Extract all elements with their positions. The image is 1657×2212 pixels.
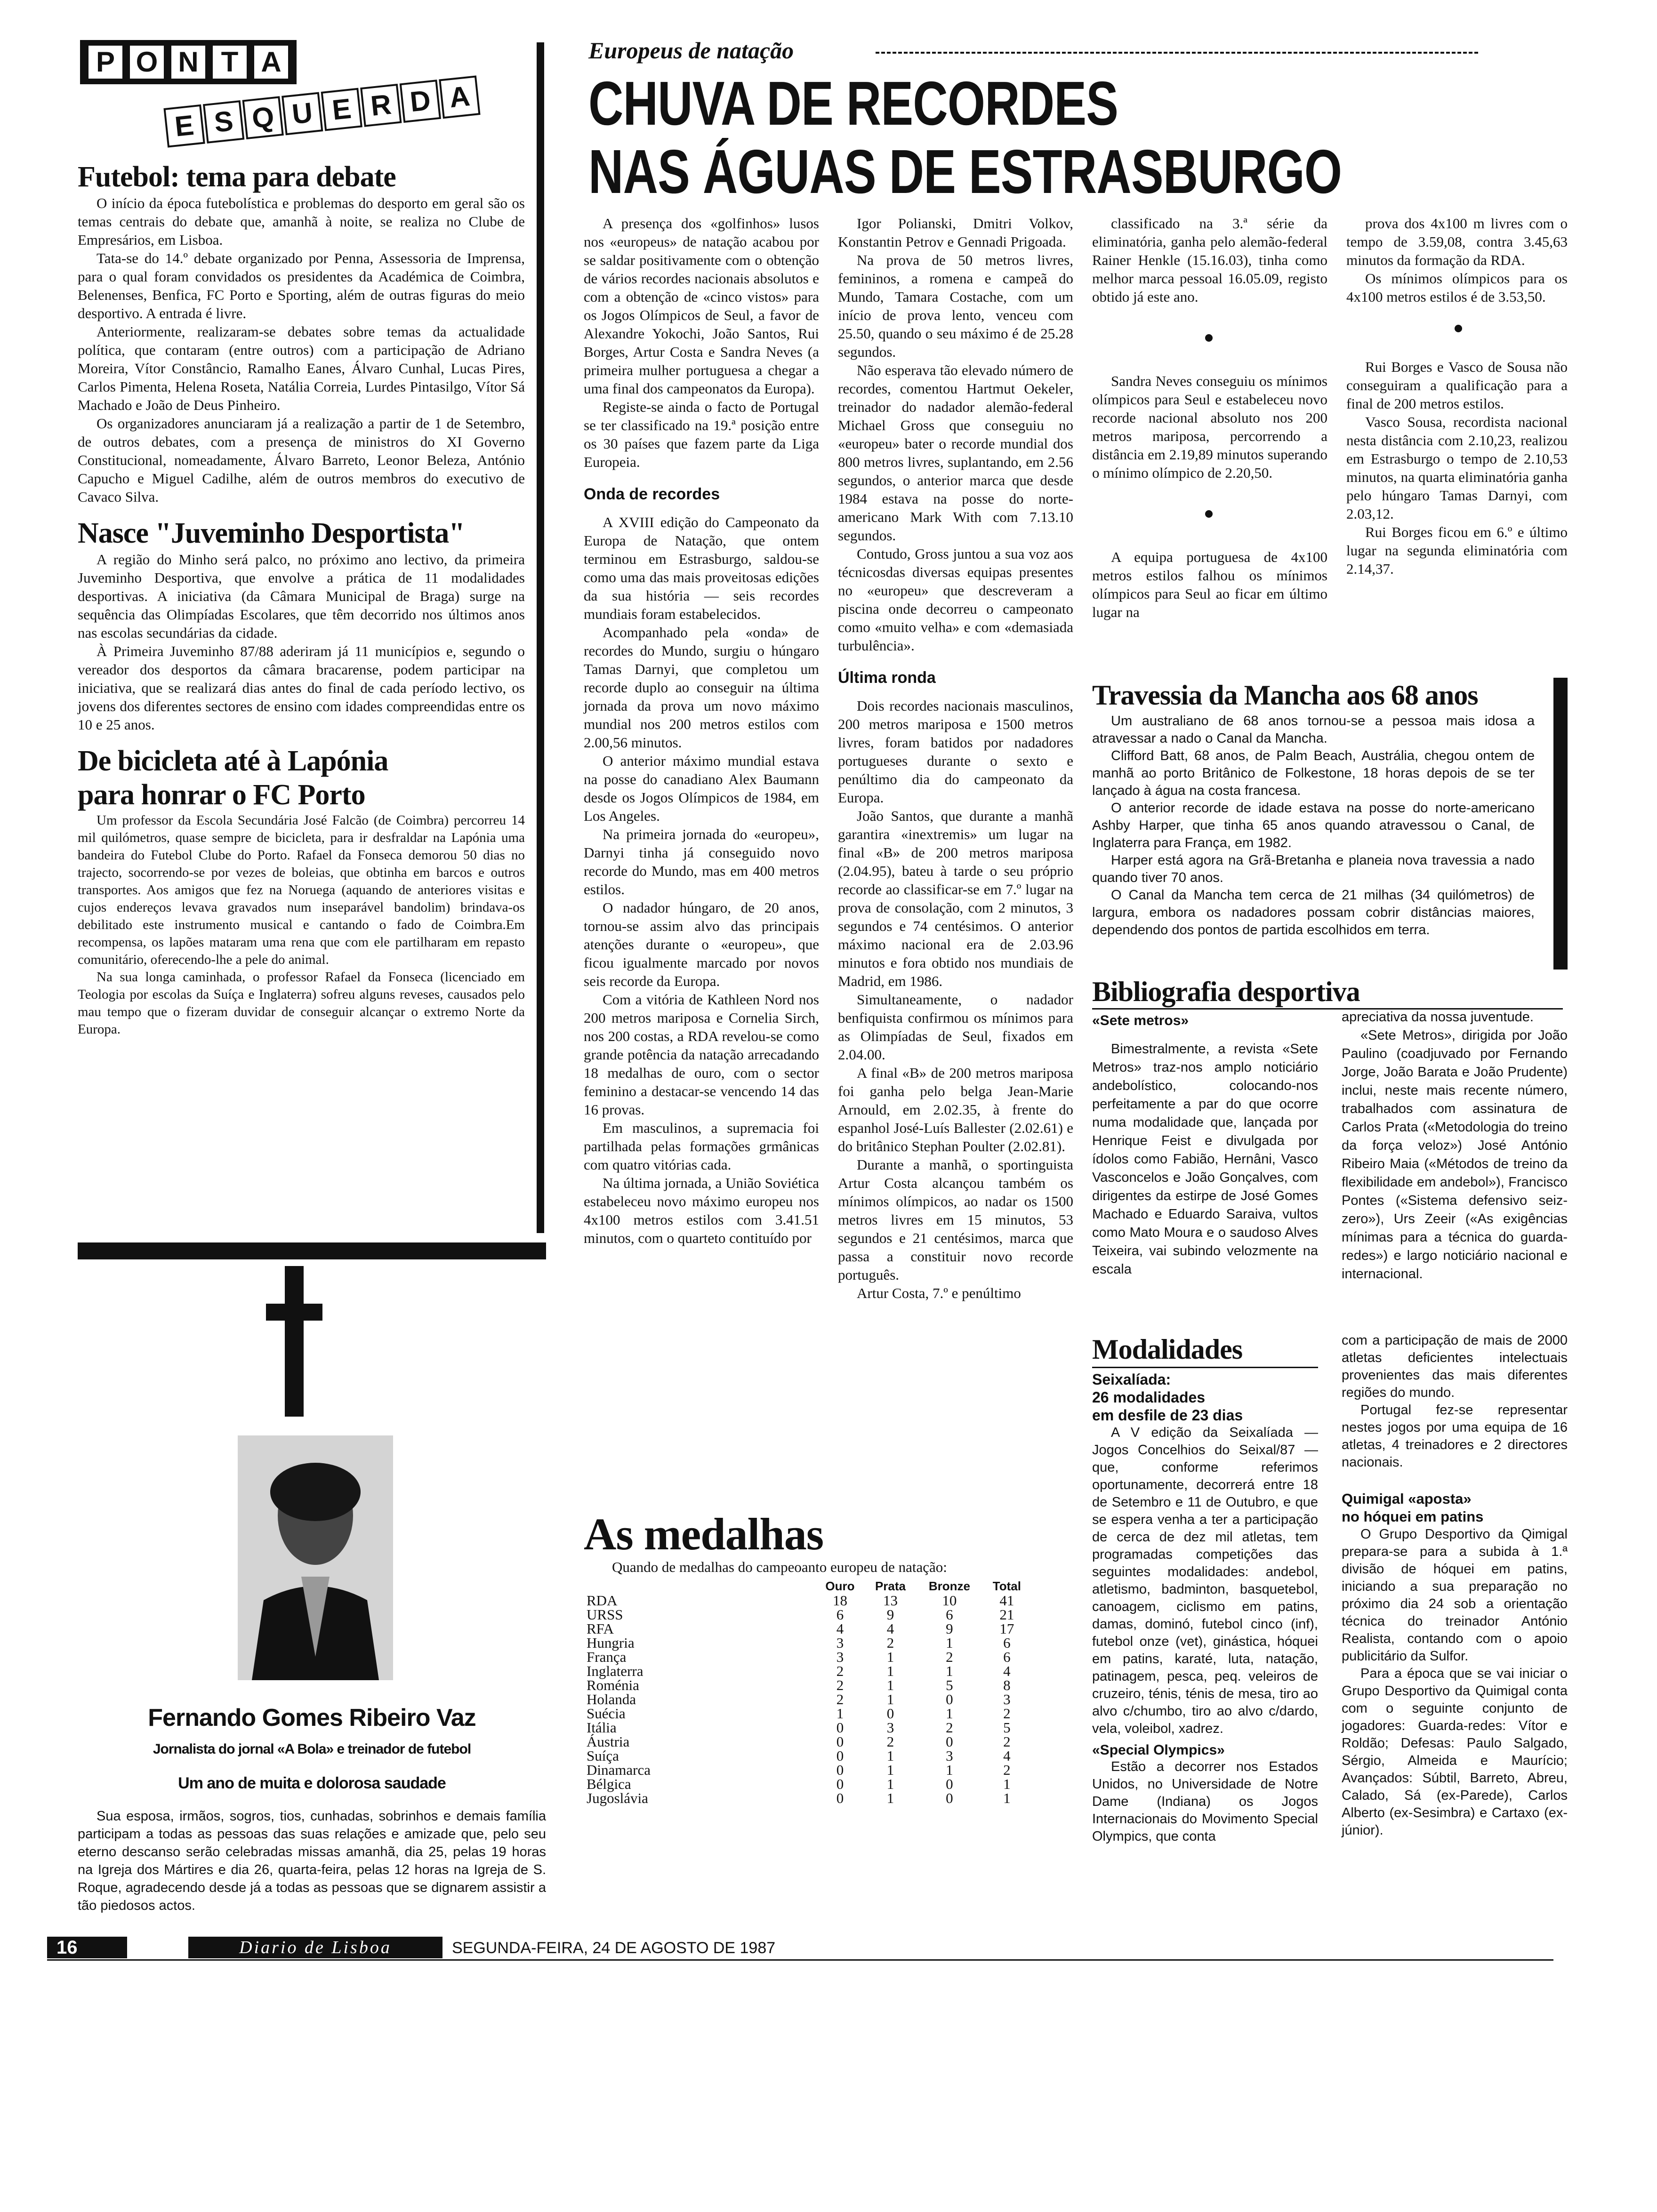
- ponta-box-row: [80, 40, 297, 84]
- paragraph: Dois recordes nacionais masculinos, 200 metros mariposa e 1500 metros livres, foram batidos por nadadores portugueses durante o sexto e penúltimo dia do campeonato da Europa.: [838, 697, 1073, 806]
- medal-count-cell: 4: [1003, 1747, 1011, 1764]
- table-row: [584, 1749, 1031, 1763]
- medal-count-cell: 3: [886, 1719, 894, 1736]
- logo-letter: A: [439, 75, 480, 119]
- medal-count-cell: 6: [1003, 1649, 1011, 1665]
- country-cell: Suécia: [587, 1705, 626, 1722]
- logo-letter: O: [128, 44, 166, 80]
- medal-count-cell: 3: [836, 1649, 844, 1665]
- medal-count-cell: 1: [946, 1762, 953, 1778]
- paragraph: Não esperava tão elevado número de recordes, comentou Hartmut Oekeler, treinador do nadador alemão-federal Michael Gross que conseguiu no «europeu» bater o recorde mundial dos 800 metros livres, suplantando, em 2.56 segundos, o anterior marca que desde 1984 estava na posse do norte-americano Mark With com 7.13.10 segundos.: [838, 362, 1073, 544]
- header-bronze: Bronze: [928, 1579, 970, 1593]
- article-title: Nasce "Juveminho Desportista": [78, 517, 465, 549]
- header-silver: Prata: [875, 1579, 906, 1593]
- title-line: 26 modalidades: [1092, 1389, 1206, 1406]
- paragraph: A V edição da Seixalíada — Jogos Concelhios do Seixal/87 — que, conforme referimos oportunamente, decorrerá entre 18 de Setembro e 11 de Outubro, e que se espera venha a ter a participação de cerca de dez mil atletas, tem programadas competições das seguintes modalidades: andebol, atletismo, badminton, basquetebol, canoagem, ciclismo em patins, damas, dominó, futebol cinco (inf), futebol onze (vet), ginástica, hóquei em patins, karaté, luta, natação, patinagem, pesca, peq. veleiros de cruzeiro, ténis, ténis de mesa, tiro ao alvo c/chumbo, tiro ao alvo c/dardo, vela, voleibol, xadrez.: [1092, 1425, 1318, 1736]
- article-body: [1092, 713, 1535, 939]
- medal-count-cell: 2: [1003, 1733, 1011, 1750]
- column-rule-left: [537, 42, 544, 1233]
- section-title: Última ronda: [838, 669, 936, 687]
- medal-count-cell: 3: [1003, 1691, 1011, 1707]
- subsection-title: [1342, 1490, 1568, 1526]
- country-cell: Holanda: [587, 1691, 636, 1707]
- mancha-article: [1092, 678, 1568, 939]
- paragraph: Os organizadores anunciaram já a realização a partir de 1 de Setembro, de outros debates, com a presença de ministros do XI Governo Constitucional, nomeadamente, Álvaro Barreto, Leonor Beleza, António Capucho e Miguel Cadilhe, além de outros membros do executivo de Cavaco Silva.: [78, 415, 525, 505]
- header-total: Total: [992, 1579, 1021, 1593]
- paragraph: Estão a decorrer nos Estados Unidos, no Universidade de Notre Dame (Indiana) os Jogos Internacionais do Movimento Special Olympics, que conta: [1092, 1759, 1318, 1844]
- title-line: para honrar o FC Porto: [78, 779, 365, 811]
- medal-count-cell: 1: [886, 1663, 894, 1679]
- paragraph: Durante a manhã, o sportinguista Artur Costa alcançou também os mínimos olímpicos, ao nadar os 1500 metros livres em 15 minutos, 53 segundos e 21 centésimos, marca que passa a constituir novo recorde português.: [838, 1156, 1073, 1283]
- paragraph: A final «B» de 200 metros mariposa foi ganha pelo belga Jean-Marie Arnould, em 2.02.35, à frente do espanhol José-Luís Ballester (2.02.61) e do britânico Stephan Poulter (2.02.81).: [838, 1065, 1073, 1154]
- medal-count-cell: 0: [836, 1790, 844, 1806]
- medal-count-cell: 13: [883, 1592, 898, 1609]
- paragraph: Sandra Neves conseguiu os mínimos olímpicos para Seul e estabeleceu novo recorde nacional absoluto nos 200 metros mariposa, percorrendo a distância em 2.19,89 minutos superando o mínimo olímpico de 2.20,50.: [1092, 373, 1327, 481]
- paragraph: Artur Costa, 7.º e penúltimo: [857, 1285, 1021, 1301]
- logo-letter: R: [360, 84, 402, 127]
- paragraph: Rui Borges ficou em 6.º e último lugar na segunda eliminatória com 2.14,37.: [1346, 524, 1568, 577]
- bullet-dot: [1205, 510, 1213, 518]
- subsection-title: [1092, 1370, 1318, 1424]
- medals-title: As medalhas: [584, 1509, 824, 1559]
- country-cell: URSS: [587, 1606, 623, 1623]
- medal-count-cell: 21: [999, 1606, 1014, 1623]
- title-line: em desfile de 23 dias: [1092, 1407, 1243, 1424]
- paragraph: O anterior recorde de idade estava na posse do norte-americano Ashby Harper, que tinha 65 anos quando atravessou o Canal, de Inglaterra para França, em 1982.: [1092, 801, 1535, 850]
- title-line: Seixalíada:: [1092, 1371, 1171, 1388]
- paragraph: apreciativa da nossa juventude.: [1342, 1010, 1534, 1025]
- paragraph: Harper está agora na Grã-Bretanha e planeia nova travessia a nado quando tiver 70 anos.: [1092, 853, 1535, 885]
- medals-table: [584, 1579, 1031, 1805]
- medal-count-cell: 8: [1003, 1677, 1011, 1693]
- country-cell: Itália: [587, 1719, 617, 1736]
- paragraph: Com a vitória de Kathleen Nord nos 200 metros mariposa e Cornelia Sirch, nos 200 costas, a RDA revelou-se como grande potência da natação arrecadando 18 medalhas de ouro, com o sector feminino a destacar-se vencendo 14 das 16 provas.: [584, 991, 819, 1118]
- main-kicker: Europeus de natação: [588, 37, 794, 64]
- obituary-name: Fernando Gomes Ribeiro Vaz: [148, 1704, 476, 1731]
- table-row: [584, 1594, 1031, 1608]
- page-number: 16: [47, 1937, 127, 1958]
- medal-count-cell: 0: [946, 1776, 953, 1792]
- country-cell: Roménia: [587, 1677, 639, 1693]
- medal-count-cell: 2: [1003, 1762, 1011, 1778]
- ponta-esquerda-logo: [80, 40, 499, 148]
- medal-count-cell: 0: [836, 1719, 844, 1736]
- table-row: [584, 1664, 1031, 1678]
- medal-count-cell: 4: [886, 1620, 894, 1637]
- bibliografia-col-1: Bimestralmente, a revista «Sete Metros» traz-nos amplo noticiário andebolístico, colocando-nos perfeitamente a par do que ocorre numa modalidade que, lançada por Henrique Feist e divulgada por ídolos como Fabião, Hernâni, Vasco Vasconcelos e João Gonçalves, com dirigentes da estirpe de José Gomes Machado e Eduardo Saraiva, vultos como Mato Moura e o saudoso Alves Teixeira, vai subindo velozmente na escala: [1092, 1042, 1318, 1277]
- paragraph: Na última jornada, a União Soviética estabeleceu novo máximo europeu nos 4x100 metros estilos com 3.41.51 minutos, com o quarteto contituído por: [584, 1175, 819, 1246]
- subsection-title: «Special Olympics»: [1092, 1742, 1225, 1758]
- logo-letter: A: [252, 44, 290, 80]
- bullet-dot: [1205, 334, 1213, 342]
- article-title: [78, 744, 525, 812]
- paragraph: A presença dos «golfinhos» lusos nos «europeus» de natação acabou por se saldar positivamente com o obtenção de vários recordes nacionais absolutos e com a obtenção de «cinco vistos» para os Jogos Olímpicos de Seul, a favor de Alexandre Yokochi, João Santos, Rui Borges, Artur Costa e Sandra Neves (a primeira mulher portuguesa a chegar a uma final dos campeonatos da Europa).: [584, 215, 819, 397]
- medal-count-cell: 1: [886, 1691, 894, 1707]
- paragraph: O Canal da Mancha tem cerca de 21 milhas (34 quilómetros) de largura, embora os nadadores possam cobrir distâncias maiores, dependendo dos pontos de partida escolhidos em terra.: [1092, 888, 1535, 938]
- medal-count-cell: 1: [836, 1705, 844, 1722]
- footer-date: SEGUNDA-FEIRA, 24 DE AGOSTO DE 1987: [452, 1939, 776, 1957]
- main-headline-1: CHUVA DE RECORDES: [588, 69, 1118, 138]
- paragraph: Acompanhado pela «onda» de recordes do Mundo, surgiu o húngaro Tamas Darnyi, que completou um recorde duplo ao conseguir na última jornada da prova um novo máximo mundial nos 200 metros estilos com 2.00,56 minutos.: [584, 624, 819, 751]
- table-row: [584, 1622, 1031, 1636]
- table-row: [584, 1735, 1031, 1749]
- bibliografia-article: [1092, 974, 1568, 1282]
- medal-count-cell: 3: [836, 1635, 844, 1651]
- medals-table-body: [584, 1594, 1031, 1805]
- medal-count-cell: 2: [946, 1719, 953, 1736]
- medal-count-cell: 1: [886, 1762, 894, 1778]
- obituary: [78, 1266, 546, 1934]
- medal-count-cell: 1: [1003, 1776, 1011, 1792]
- paragraph: A região do Minho será palco, no próximo ano lectivo, da primeira Juveminho Desportiva, que envolve a prática de 11 modalidades desportivas. A iniciativa (da Câmara Municipal de Braga) surge na sequência das Olimpíadas Escolares, que têm decorrido nos últimos anos nas escolas secundárias da cidade.: [78, 551, 525, 641]
- medal-count-cell: 0: [836, 1747, 844, 1764]
- country-cell: Jugoslávia: [587, 1790, 648, 1806]
- article-title: Futebol: tema para debate: [78, 161, 396, 193]
- country-cell: Hungria: [587, 1635, 635, 1651]
- logo-letter: S: [203, 100, 244, 144]
- medal-count-cell: 2: [886, 1733, 894, 1750]
- paragraph: Um australiano de 68 anos tornou-se a pessoa mais idosa a atravessar a nado o Canal da Mancha.: [1092, 713, 1535, 746]
- paragraph: O início da época futebolística e problemas do desporto em geral são os temas centrais do debate que, amanhã à noite, se realiza no Clube de Empresários, em Lisboa.: [78, 195, 525, 248]
- medal-count-cell: 6: [1003, 1635, 1011, 1651]
- country-cell: Bélgica: [587, 1776, 631, 1792]
- bullet-dot: [1455, 325, 1462, 332]
- medal-count-cell: 2: [886, 1635, 894, 1651]
- paragraph: A XVIII edição do Campeonato da Europa de Natação, que ontem terminou em Estrasburgo, saldou-se como uma das mais proveitosas edições da sua história — seis recordes mundiais foram estabelecidos.: [584, 514, 819, 622]
- medal-count-cell: 0: [836, 1776, 844, 1792]
- paragraph: O Grupo Desportivo da Qimigal prepara-se para a subida à 1.ª divisão de hóquei em patins, iniciando a sua preparação no próximo dia 24 sob a orientação técnica do treinador António Realista, contando com o apoio publicitário da Sulfor.: [1342, 1527, 1568, 1664]
- paragraph: Em masculinos, a supremacia foi partilhada pelas formações grmânicas com quatro vitórias cada.: [584, 1120, 819, 1173]
- medal-count-cell: 6: [946, 1606, 953, 1623]
- table-row: [584, 1692, 1031, 1707]
- medal-count-cell: 41: [999, 1592, 1014, 1609]
- logo-letter: P: [87, 44, 124, 80]
- paragraph: Os mínimos olímpicos para os 4x100 metros estilos é de 3.53,50.: [1346, 270, 1568, 305]
- article-title: Modalidades: [1092, 1334, 1243, 1365]
- header-gold: Ouro: [825, 1579, 855, 1593]
- paper-name: Diario de Lisboa: [188, 1937, 442, 1958]
- paragraph: Para a época que se vai iniciar o Grupo Desportivo da Quimigal conta com o seguinte conjunto de jogadores: Guarda-redes: Vítor e Roldão; Defesas: Paulo Salgado, Sérgio, Almeida e Maurício; Avançados: Súbtil, Barreto, Abreu, Calado, Sá (ex-Parede), Carlos Alberto (ex-Sesimbra) e Cartaxo (ex-júnior).: [1342, 1666, 1568, 1838]
- portrait-photo: [238, 1435, 393, 1680]
- medal-count-cell: 5: [946, 1677, 953, 1693]
- paragraph: Rui Borges e Vasco de Sousa não conseguiram a qualificação para a final de 200 metros estilos.: [1346, 359, 1568, 412]
- article-body: [78, 812, 525, 1038]
- logo-letter: U: [282, 92, 323, 135]
- paragraph: João Santos, que durante a manhã garantira «inextremis» um lugar na final «B» de 200 metros mariposa (2.04.95), bateu à tarde o seu próprio recorde ao classificar-se em 7.º lugar na prova de consolação, com 2 minutos, 3 segundos e 74 centésimos. O anterior máximo nacional era de 2.03.96 minutos e fora obtido nos mundiais de Madrid, em 1986.: [838, 808, 1073, 989]
- medal-count-cell: 0: [836, 1733, 844, 1750]
- country-cell: RFA: [587, 1620, 614, 1637]
- medals-underline: [584, 1567, 1054, 1569]
- obituary-text: Sua esposa, irmãos, sogros, tios, cunhadas, sobrinhos e demais família participam a todas as pessoas das suas relações e amizade que, pelo seu eterno descanso serão celebradas missas amanhã, dia 25, pelas 19 horas na Igreja dos Mártires e dia 26, quarta-feira, pelas 12 horas na Igreja de S. Roque, agradecendo desde já a todas as pessoas que se dignarem assistir a tão piedosos actos.: [78, 1809, 546, 1913]
- logo-letter: D: [400, 80, 441, 123]
- section-title: Onda de recordes: [584, 485, 720, 503]
- medal-count-cell: 9: [946, 1620, 953, 1637]
- medal-count-cell: 1: [1003, 1790, 1011, 1806]
- paragraph: Registe-se ainda o facto de Portugal se ter classificado na 19.ª posição entre os 30 países que fazem parte da Liga Europeia.: [584, 399, 819, 470]
- title-line: De bicicleta até à Lapónia: [78, 745, 388, 777]
- medal-count-cell: 1: [946, 1663, 953, 1679]
- medal-count-cell: 4: [836, 1620, 844, 1637]
- modalidades-article: [1092, 1332, 1568, 1844]
- medal-count-cell: 0: [836, 1762, 844, 1778]
- paragraph: A equipa portuguesa de 4x100 metros estilos falhou os mínimos olímpicos para Seul ao ficar em último lugar na: [1092, 549, 1327, 620]
- paragraph: Vasco Sousa, recordista nacional nesta distância com 2.10,23, realizou em Estrasburgo o tempo de 2.10,53 minutos, na quarta eliminatória ganha pelo húngaro Tamas Darnyi, com 2.03,12.: [1346, 414, 1568, 522]
- article-body: [78, 194, 525, 506]
- medal-count-cell: 6: [836, 1606, 844, 1623]
- obituary-top-bar: [78, 1242, 546, 1259]
- logo-letter: Q: [242, 96, 284, 139]
- table-row: [584, 1791, 1031, 1805]
- ponta-esquerda-column: [78, 160, 525, 1038]
- main-col-2: [838, 214, 1073, 1302]
- footer-rule: [47, 1959, 1553, 1961]
- paragraph: Contudo, Gross juntou a sua voz aos técnicosdas diversas equipas presentes no «europeu» que descreveram a piscina onde decorreu o campeonato como «muito velha» e com «demasiada turbulência».: [838, 545, 1073, 654]
- obituary-role: Jornalista do jornal «A Bola» e treinador de futebol: [153, 1741, 471, 1757]
- main-col-4: [1346, 214, 1568, 578]
- table-row: [584, 1721, 1031, 1735]
- section-title: «Sete metros»: [1092, 1013, 1189, 1028]
- paragraph: classificado na 3.ª série da eliminatória, ganha pelo alemão-federal Rainer Henkle (15.16.03), tinha como melhor marca pessoal 16.05.09, registo obtido já este ano.: [1092, 215, 1327, 305]
- medal-count-cell: 1: [946, 1635, 953, 1651]
- medal-count-cell: 0: [886, 1705, 894, 1722]
- paragraph: Tata-se do 14.º debate organizado por Penna, Assessoria de Imprensa, para o qual foram convidados os presidentes da Académica de Coimbra, Belenenses, Benfica, FC Porto e Sporting, além de outras figuras do meio desportivo. A entrada é livre.: [78, 250, 525, 321]
- table-row: [584, 1650, 1031, 1664]
- medal-count-cell: 3: [946, 1747, 953, 1764]
- paragraph: Portugal fez-se representar nestes jogos por uma equipa de 16 atletas, 4 treinadores e 2 directores nacionais.: [1342, 1403, 1568, 1470]
- medals-box: [584, 1511, 1078, 1805]
- main-col-1: [584, 214, 819, 1247]
- country-cell: Suíça: [587, 1747, 619, 1764]
- table-row: [584, 1636, 1031, 1650]
- paragraph: Anteriormente, realizaram-se debates sobre temas da actualidade política, que contaram (entre outros) com a participação de Adriano Moreira, Vítor Constâncio, Ramalho Eanes, Álvaro Cunhal, Lucas Pires, Carlos Pimenta, Helena Roseta, Natália Correia, Lurdes Pintasilgo, Vítor Sá Machado e João de Deus Pinheiro.: [78, 323, 525, 413]
- title-underline: [1092, 1367, 1318, 1368]
- medal-count-cell: 4: [1003, 1663, 1011, 1679]
- article-body: [78, 550, 525, 734]
- medal-count-cell: 2: [836, 1691, 844, 1707]
- title-line: Quimigal «aposta»: [1342, 1491, 1472, 1507]
- medal-count-cell: 9: [886, 1606, 894, 1623]
- medal-count-cell: 1: [946, 1705, 953, 1722]
- paragraph: com a participação de mais de 2000 atletas deficientes intelectuais provenientes das mais diferentes regiões do mundo.: [1342, 1333, 1568, 1400]
- kicker-dash-rule: [876, 52, 1478, 54]
- mancha-side-bar: [1553, 678, 1568, 970]
- medal-count-cell: 1: [886, 1747, 894, 1764]
- medal-count-cell: 0: [946, 1691, 953, 1707]
- paragraph: O anterior máximo mundial estava na posse do canadiano Alex Baumann desde os Jogos Olímpicos de 1984, em Los Angeles.: [584, 753, 819, 824]
- medal-count-cell: 0: [946, 1733, 953, 1750]
- esquerda-box-row: [163, 75, 480, 147]
- country-cell: França: [587, 1649, 627, 1665]
- medal-count-cell: 1: [886, 1790, 894, 1806]
- paragraph: Na prova de 50 metros livres, femininos, a romena e campeã do Mundo, Tamara Costache, com um início de prova lento, venceu com 25.50, quando o seu máximo é de 25.28 segundos.: [838, 252, 1073, 360]
- medal-count-cell: 2: [836, 1677, 844, 1693]
- page-footer: [47, 1937, 1544, 1965]
- country-cell: Inglaterra: [587, 1663, 643, 1679]
- title-line: no hóquei em patins: [1342, 1508, 1484, 1525]
- logo-letter: T: [211, 44, 249, 80]
- medal-count-cell: 1: [886, 1649, 894, 1665]
- country-cell: Dinamarca: [587, 1762, 651, 1778]
- medal-count-cell: 2: [1003, 1705, 1011, 1722]
- medal-count-cell: 0: [946, 1790, 953, 1806]
- paragraph: Clifford Batt, 68 anos, de Palm Beach, Austrália, chegou ontem de manhã ao porto Britânico de Folkestone, 18 horas depois de se ter lançado à água na costa francesa.: [1092, 748, 1535, 798]
- paragraph: prova dos 4x100 m livres com o tempo de 3.59,08, contra 3.45,63 minutos da formação da RDA.: [1346, 215, 1568, 268]
- main-col-3: [1092, 214, 1327, 621]
- bibliografia-col-2: [1342, 1008, 1568, 1283]
- table-row: [584, 1678, 1031, 1692]
- paragraph: «Sete Metros», dirigida por João Paulino (coadjuvado por Fernando Jorge, João Barata e João Prudente) inclui, neste mais recente número, trabalhados com assinatura de Carlos Prata («Metodologia do treino da força veloz») José António Ribeiro Maia («Métodos de treino da flexibilidade em andebol»), Francisco Pontes («Sistema defensivo seiz-zero»), Urs Zeeir («As exigências mínimas para a técnica do guarda-redes») e largo noticiário nacional e internacional.: [1342, 1028, 1568, 1282]
- modalidades-col-2: [1342, 1332, 1568, 1839]
- medals-intro: Quando de medalhas do campeoanto europeu de natação:: [612, 1559, 947, 1575]
- paragraph: Um professor da Escola Secundária José Falcão (de Coimbra) percorreu 14 mil quilómetros, quase sempre de bicicleta, para ir desfraldar na Lapónia uma bandeira do Futebol Clube do Porto. Rafael da Fonseca demorou 50 dias no trajecto, socorrendo-se por vezes de boleias, que obtinha em barcos e outros transportes. Aos amigos que fez na Noruega (aquando de anteriores visitas e cujos endereços levava gravados num inseparável bandolim) brindava-os debilitado este instrumento musical e cantando o fado de Coimbra.Em recompensa, os lapões mataram uma rena que com ele partilharam em repasto comunitário, oferecendo-lhe a pele do animal.: [78, 813, 525, 967]
- table-row: [584, 1707, 1031, 1721]
- paragraph: Igor Polianski, Dmitri Volkov, Konstantin Petrov e Gennadi Prigoada.: [838, 215, 1073, 250]
- logo-letter: N: [169, 44, 207, 80]
- medal-count-cell: 5: [1003, 1719, 1011, 1736]
- logo-letter: E: [321, 88, 362, 131]
- medal-count-cell: 1: [886, 1677, 894, 1693]
- portrait-silhouette: [238, 1435, 393, 1680]
- main-headline-2: NAS ÁGUAS DE ESTRASBURGO: [588, 137, 1342, 206]
- medal-count-cell: 17: [999, 1620, 1014, 1637]
- table-row: [584, 1777, 1031, 1791]
- article-title: Travessia da Mancha aos 68 anos: [1092, 680, 1478, 711]
- country-cell: Áustria: [587, 1733, 630, 1750]
- logo-letter: E: [163, 104, 205, 148]
- article-title: Bibliografia desportiva: [1092, 976, 1360, 1007]
- medal-count-cell: 2: [836, 1663, 844, 1679]
- medal-count-cell: 10: [942, 1592, 957, 1609]
- paragraph: À Primeira Juveminho 87/88 aderiram já 11 municípios e, segundo o vereador dos desportos da câmara bracarense, podem participar na iniciativa, que se realizará dias antes do final de cada período lectivo, os jovens dos diferentes sectores de ensino com idades compreendidas entre os 10 e 25 anos.: [78, 643, 525, 733]
- medal-count-cell: 18: [832, 1592, 847, 1609]
- paragraph: Na sua longa caminhada, o professor Rafael da Fonseca (licenciado em Teologia por escolas da Suíça e Inglaterra) sofreu alguns reveses, causados pelo mau tempo que o fizeram duvidar de conseguir alcançar o extremo Norte da Europa.: [78, 970, 525, 1037]
- table-header-row: [584, 1579, 1031, 1594]
- medal-count-cell: 2: [946, 1649, 953, 1665]
- paragraph: Simultaneamente, o nadador benfiquista confirmou os mínimos para as Olimpíadas de Seul, fixados em 2.04.00.: [838, 991, 1073, 1063]
- table-row: [584, 1763, 1031, 1777]
- modalidades-col-1: [1092, 1370, 1318, 1845]
- cross-icon: [266, 1266, 322, 1417]
- medal-count-cell: 1: [886, 1776, 894, 1792]
- table-row: [584, 1608, 1031, 1622]
- obituary-subtitle: Um ano de muita e dolorosa saudade: [178, 1774, 446, 1792]
- country-cell: RDA: [587, 1592, 618, 1609]
- paragraph: Na primeira jornada do «europeu», Darnyi tinha já conseguido novo recorde do Mundo, mas em 400 metros estilos.: [584, 826, 819, 898]
- paragraph: O nadador húngaro, de 20 anos, tornou-se assim alvo das principais atenções durante o «europeu», que ficou igualmente marcado por novos seis recorde da Europa.: [584, 899, 819, 989]
